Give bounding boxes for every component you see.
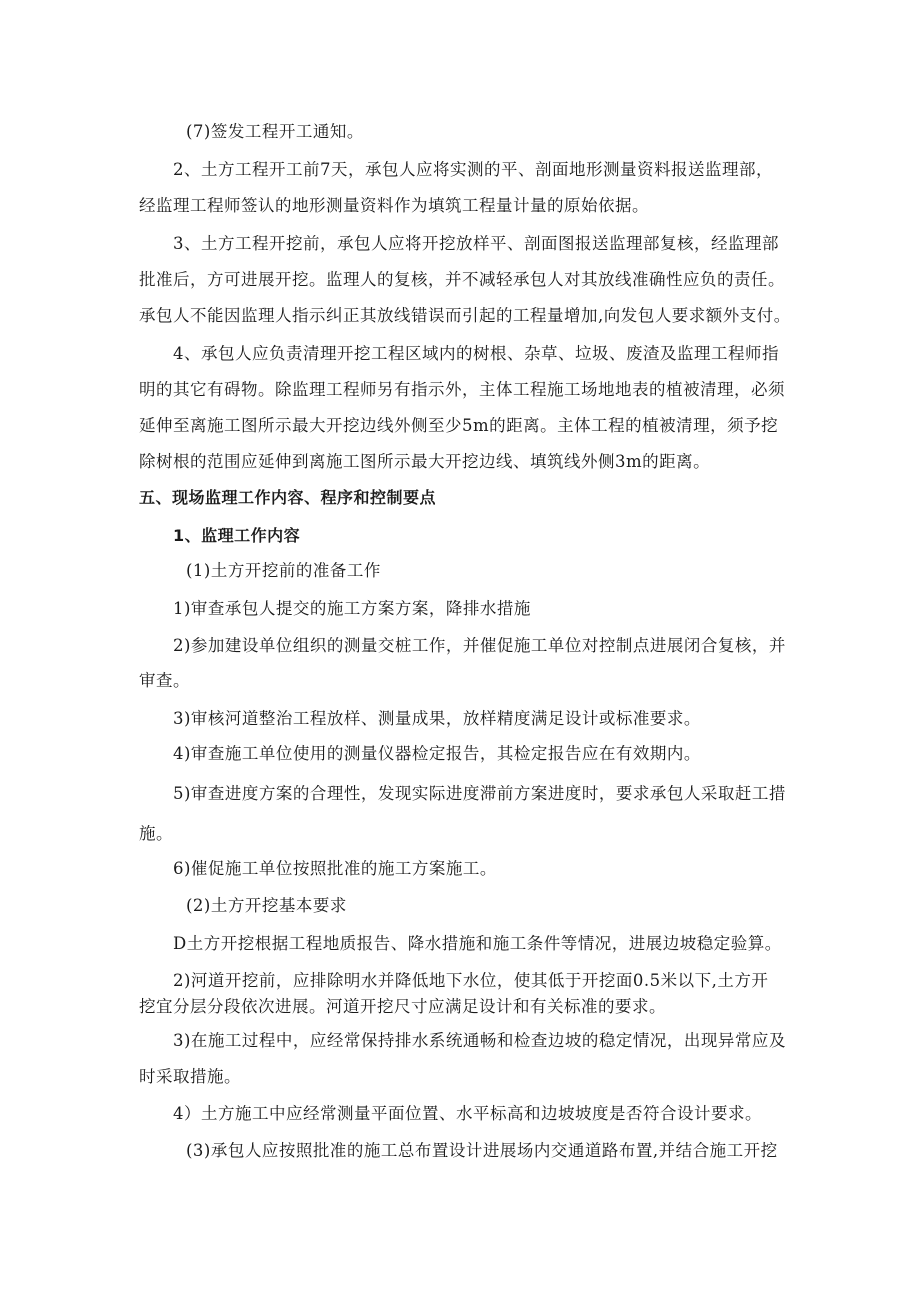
text-line: (2)土方开挖基本要求 [186,896,347,915]
subsection-heading: 1、监理工作内容 [173,526,301,545]
text-line: 4、承包人应负责清理开挖工程区域内的树根、杂草、垃圾、废渣及监理工程师指 [173,344,779,363]
text-line: 2、土方工程开工前7天，承包人应将实测的平、剖面地形测量资料报送监理部， [173,160,773,179]
text-line: 除树根的范围应延伸到离施工图所示最大开挖边线、填筑线外侧3m的距离。 [139,452,711,471]
text-line: (7)签发工程开工通知。 [186,122,364,141]
text-line: 时采取措施。 [139,1067,241,1086]
text-line: (1)土方开挖前的准备工作 [186,561,381,580]
text-line: 6)催促施工单位按照批准的施工方案施工。 [173,859,497,878]
text-line: 施。 [139,824,173,843]
text-line: 2)参加建设单位组织的测量交桩工作，并催促施工单位对控制点进展闭合复核，并 [173,636,786,655]
text-line: D土方开挖根据工程地质报告、降水措施和施工条件等情况，进展边坡稳定验算。 [173,934,782,953]
text-line: 4)审查施工单位使用的测量仪器检定报告，其检定报告应在有效期内。 [173,744,701,763]
text-line: 审查。 [139,671,190,690]
text-line: 3)审核河道整治工程放样、测量成果，放样精度满足设计或标准要求。 [173,709,701,728]
text-line: 明的其它有碍物。除监理工程师另有指示外，主体工程施工场地地表的植被清理，必须 [139,380,785,399]
text-line: 3)在施工过程中，应经常保持排水系统通畅和检查边坡的稳定情况，出现异常应及 [173,1031,786,1050]
text-line: 延伸至离施工图所示最大开挖边线外侧至少5m的距离。主体工程的植被清理，须予挖 [139,416,779,435]
section-heading: 五、现场监理工作内容、程序和控制要点 [139,488,437,507]
text-line: 1)审查承包人提交的施工方案方案，降排水措施 [173,599,531,618]
text-line: 2)河道开挖前，应排除明水并降低地下水位，使其低于开挖面0.5米以下,土方开 [173,971,769,990]
text-line: 5)审查进度方案的合理性，发现实际进度滞前方案进度时，要求承包人采取赶工措 [173,784,786,803]
text-line: 3、土方工程开挖前，承包人应将开挖放样平、剖面图报送监理部复核，经监理部 [173,234,779,253]
text-line: 4）土方施工中应经常测量平面位置、水平标高和边坡坡度是否符合设计要求。 [173,1104,762,1123]
text-line: 经监理工程师签认的地形测量资料作为填筑工程量计量的原始依据。 [139,196,649,215]
text-line: (3)承包人应按照批准的施工总布置设计进展场内交通道路布置,并结合施工开挖 [186,1141,778,1160]
text-line: 承包人不能因监理人指示纠正其放线错误而引起的工程量增加,向发包人要求额外支付。 [139,306,791,325]
text-line: 挖宜分层分段依次进展。河道开挖尺寸应满足设计和有关标准的要求。 [139,997,666,1016]
text-line: 批准后，方可进展开挖。监理人的复核，并不减轻承包人对其放线准确性应负的责任。 [139,270,785,289]
